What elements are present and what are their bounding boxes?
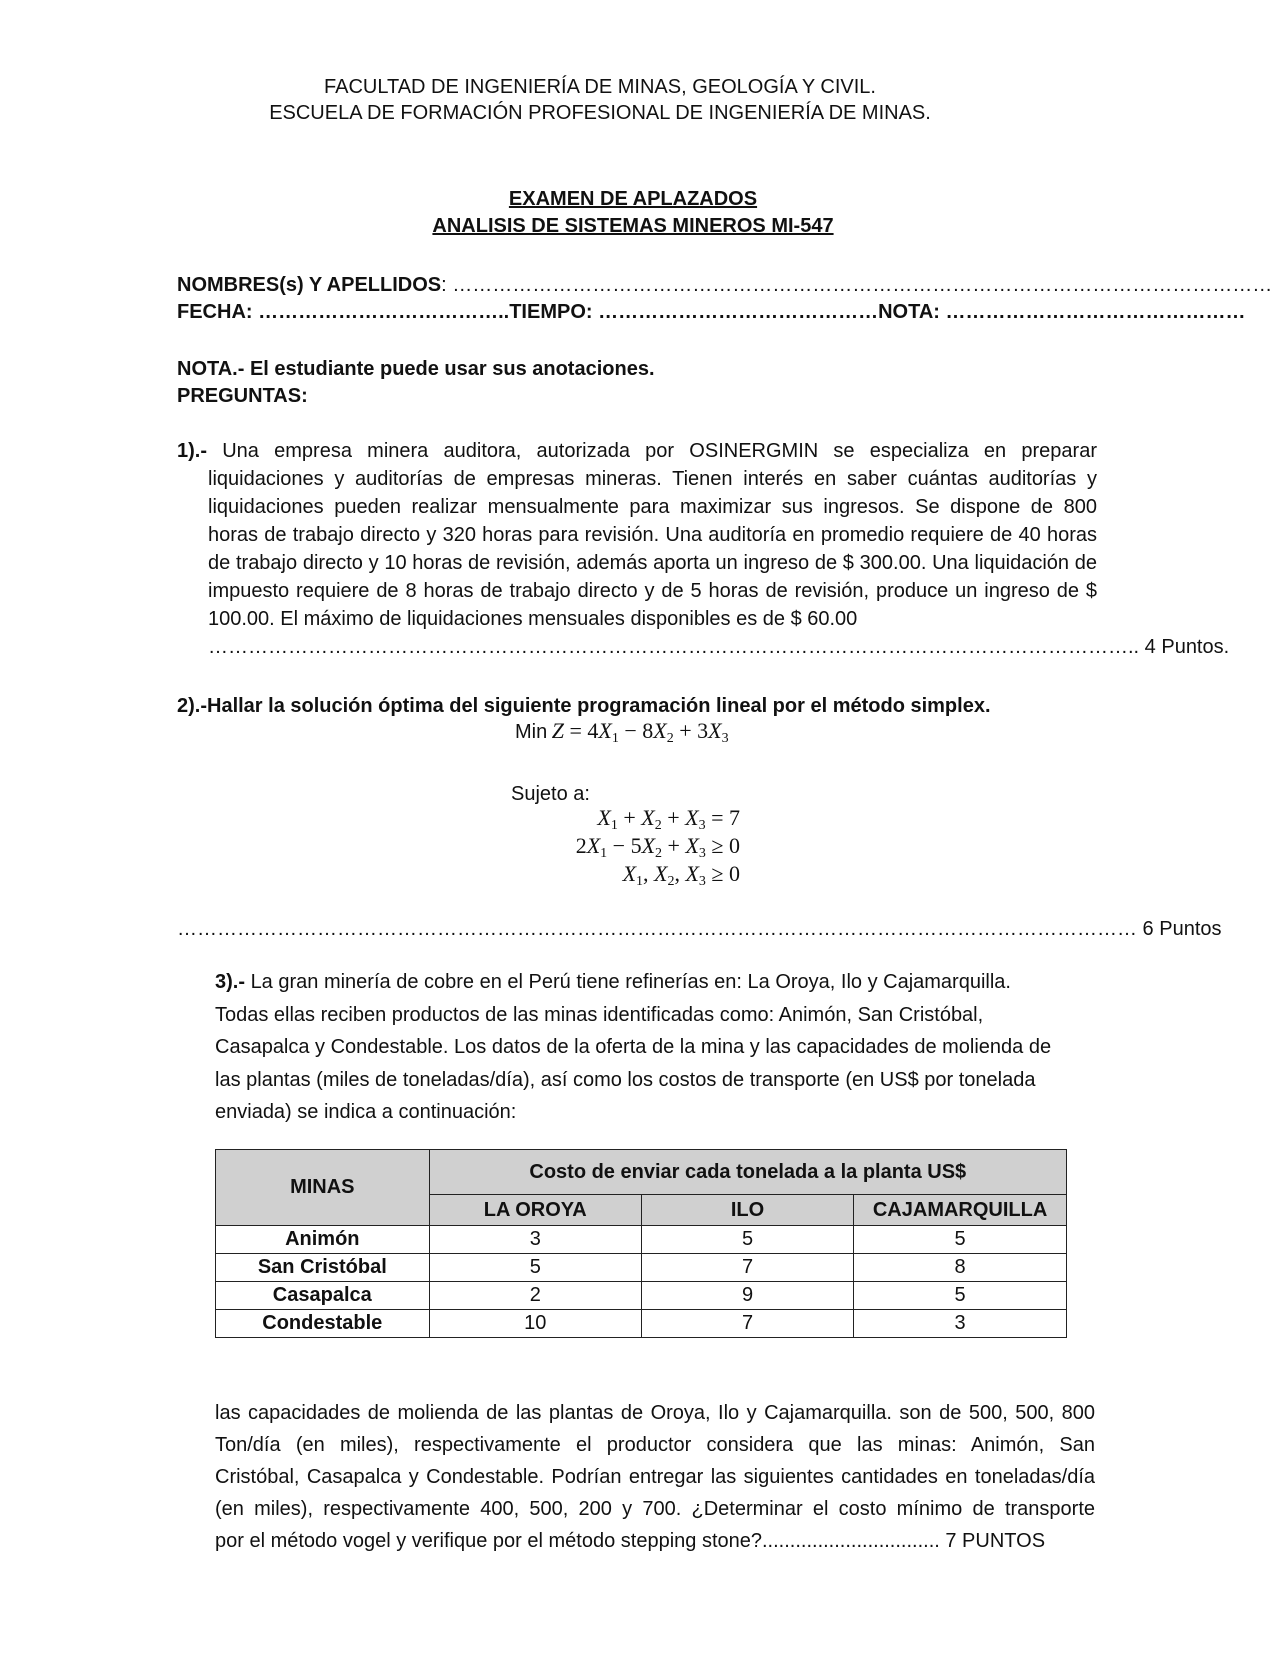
date-time-grade-line: FECHA: ………………………………..TIEMPO: ……………………………………NOTA: ……………………………………… [177,301,1246,323]
q1-body: liquidaciones y auditorías de empresas mineras. Tienen interés en saber cuántas auditorías y liquidaciones pueden realizar mensualmente para maximizar sus ingresos. Se dispone de 800 horas de trabajo directo y 320 horas para revisión. Una auditoría en promedio requiere de 40 horas de trabajo directo y 10 horas de revisión, además aporta un ingreso de $ 300.00. Una liquidación de impuesto requiere de 8 horas de trabajo directo y de 5 horas de revisión, produce un ingreso de $ 100.00. El máximo de liquidaciones mensuales disponibles es de $ 60.00 [208,468,1097,630]
q1-number: 1).- [177,440,207,462]
q2-statement: 2).-Hallar la solución óptima del siguiente programación lineal por el método simplex. [177,695,991,717]
q3-intro-line-1: 3).- La gran minería de cobre en el Perú tiene refinerías en: La Oroya, Ilo y Cajamarquilla. [215,971,1011,993]
cell-cost: 5 [854,1282,1067,1310]
objective-function: Z [551,718,564,743]
cell-cost: 3 [429,1226,641,1254]
row-mine-name: Condestable [216,1310,430,1338]
table-row [216,1310,1067,1338]
table-row [216,1282,1067,1310]
q3-closing-line-1: las capacidades de molienda de las plantas de Oroya, Ilo y Cajamarquilla. son de 500, 500, 800 [215,1402,1095,1424]
cell-cost: 5 [429,1254,641,1282]
q2-objective: Min $Z = 4X_1 - 8X_2 + 3X_3$ [515,718,729,747]
q3-intro [215,966,1095,1129]
q3-closing-line-2: Ton/día (en miles), respectivamente el productor considera que las minas: Animón, San [215,1434,1095,1456]
column-header-ilo: ILO [641,1195,853,1226]
row-mine-name: Casapalca [216,1282,430,1310]
names-dots: : …………………………………………………………………………………………………………… [441,274,1273,296]
q3-closing-line-3: Cristóbal, Casapalca y Condestable. Podrían entregar las siguientes cantidades en toneladas/día [215,1466,1095,1488]
names-label: NOMBRES(s) Y APELLIDOS [177,274,442,296]
cell-cost: 2 [429,1282,641,1310]
objective-min-label: Min [515,721,548,743]
q1-first-line [177,437,1097,465]
table-corner-minas: MINAS [216,1150,430,1226]
q3-intro-line-5: enviada) se indica a continuación: [215,1101,517,1123]
nota-text: NOTA.- El estudiante puede usar sus anotaciones. [177,358,655,380]
course-title: ANALISIS DE SISTEMAS MINEROS MI-547 [432,215,834,237]
cell-cost: 3 [854,1310,1067,1338]
cell-cost: 7 [641,1254,853,1282]
q3-intro-line-3: Casapalca y Condestable. Los datos de la oferta de la mina y las capacidades de molienda de [215,1036,1052,1058]
q1-first-line-text: Una empresa minera auditora, autorizada por OSINERGMIN se especializa en preparar [222,440,1097,462]
school-name: ESCUELA DE FORMACIÓN PROFESIONAL DE INGENIERÍA DE MINAS. [269,102,931,124]
constraint-2: $2X_1 - 5X_2 + X_3 \ge 0$ [575,833,740,862]
column-header-la-oroya: LA OROYA [429,1195,641,1226]
preguntas-heading: PREGUNTAS: [177,385,308,407]
cell-cost: 8 [854,1254,1067,1282]
exam-title: EXAMEN DE APLAZADOS [508,188,758,210]
constraint-1: $X_1 + X_2 + X_3 = 7$ [597,805,740,834]
subject-to-label: Sujeto a: [511,783,590,805]
q2-score: ……………………………………………………………………………………………………………………………… 6 Puntos [177,918,1222,940]
q3-number: 3).- [215,971,245,993]
cell-cost: 9 [641,1282,853,1310]
column-header-cajamarquilla: CAJAMARQUILLA [854,1195,1067,1226]
row-mine-name: San Cristóbal [216,1254,430,1282]
row-mine-name: Animón [216,1226,430,1254]
constraint-nonnegativity: $X_1$, $X_2$, $X_3 \ge 0$ [622,861,740,890]
q1-score: ………………………………………………………………………………………………………………………….. 4 Puntos. [208,636,1230,658]
cell-cost: 5 [854,1226,1067,1254]
names-field [177,271,1272,299]
q3-intro-line-2: Todas ellas reciben productos de las minas identificadas como: Animón, San Cristóbal, [215,1003,984,1026]
q3-closing-line-5: por el método vogel y verifique por el método stepping stone?................................ 7 PUNTOS [215,1530,1046,1552]
table-row [216,1226,1067,1254]
faculty-name: FACULTAD DE INGENIERÍA DE MINAS, GEOLOGÍA Y CIVIL. [323,76,876,98]
q3-closing [215,1397,1095,1557]
cell-cost: 10 [429,1310,641,1338]
table-row [216,1254,1067,1282]
table-group-header: Costo de enviar cada tonelada a la planta US$ [429,1150,1066,1195]
cell-cost: 7 [641,1310,853,1338]
q3-intro-line-4: las plantas (miles de toneladas/día), así como los costos de transporte (en US$ por tonelada [215,1068,1036,1091]
cell-cost: 5 [641,1226,853,1254]
q3-closing-line-4: (en miles), respectivamente 400, 500, 200 y 700. ¿Determinar el costo mínimo de transporte [215,1498,1095,1520]
transport-cost-table [215,1149,1067,1338]
